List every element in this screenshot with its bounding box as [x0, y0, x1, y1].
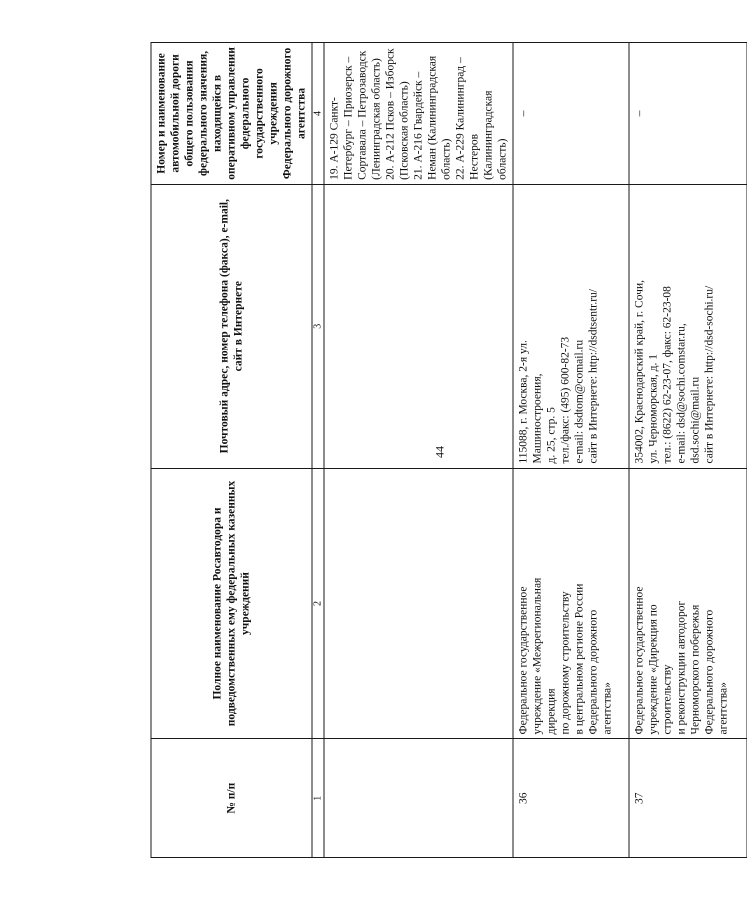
cell-name	[513, 468, 629, 739]
column-numbers-row	[312, 43, 324, 858]
cell-roads	[324, 43, 513, 185]
name-line: по дорожному строительству	[559, 591, 572, 735]
cell-contacts-empty	[324, 184, 513, 468]
column-number: 2	[312, 468, 324, 739]
row-number: 36	[513, 739, 629, 858]
name-line: в центральном регионе России	[573, 583, 586, 735]
contact-line: 354002, Краснодарский край, г. Сочи,	[633, 280, 646, 464]
contact-line: сайт в Интернете: http://dsdtsentr.ru/	[587, 288, 600, 464]
name-line: Федерального дорожного	[587, 609, 600, 735]
column-number: 4	[312, 43, 324, 185]
cell-num-empty	[324, 739, 513, 858]
column-number: 1	[312, 739, 324, 858]
name-line: строительству	[661, 664, 674, 735]
row-number: 37	[629, 739, 747, 858]
cell-contacts	[513, 184, 629, 468]
header-contacts: Почтовый адрес, номер телефона (факса), e-mail, сайт в Интернете	[151, 184, 312, 468]
contact-line: 115088, г. Москва, 2-я ул.	[517, 340, 530, 464]
contact-line: ул. Черноморская, д. 1	[647, 353, 660, 464]
name-line: агентства»	[717, 682, 730, 735]
cell-name	[629, 468, 747, 739]
name-line: учреждение «Межрегиональная	[531, 577, 544, 735]
column-number: 3	[312, 184, 324, 468]
contact-line: сайт в Интернете: http://dsd-sochi.ru/	[703, 285, 716, 464]
road-entry: 22. А-229 Калининград – Нестеров (Калининградская область)	[454, 57, 509, 180]
header-roads: Номер и наименование автомобильной дороги общего пользования федерального значения, находящейся в оперативном управлении федерального государственного учреждения Федерального дорожного агентства	[151, 43, 312, 185]
name-line: Федерального дорожного	[703, 609, 716, 735]
table-row	[629, 43, 747, 858]
contact-line: Машиностроения,	[531, 373, 544, 464]
contact-line: dsd.sochi@mail.ru	[689, 376, 702, 464]
contact-line: д. 25, стр. 5	[545, 407, 558, 464]
cell-contacts	[629, 184, 747, 468]
page-number: 44	[432, 446, 447, 458]
road-entry: 20. А-212 Псков – Изборск (Псковская область)	[384, 48, 411, 180]
name-line: учреждение «Дирекция по	[647, 604, 660, 735]
cell-roads: –	[513, 43, 629, 185]
name-line: агентства»	[601, 682, 614, 735]
name-line: Федеральное государственное	[633, 586, 646, 735]
name-line: дирекция	[545, 688, 558, 735]
contact-line: тел./факс: (495) 600-82-73	[559, 336, 572, 464]
registry-table	[150, 42, 747, 858]
name-line: Черноморского побережья	[689, 604, 702, 735]
header-name: Полное наименование Росавтодора и подведомственных ему федеральных казенных учреждений	[151, 468, 312, 739]
table-row	[513, 43, 629, 858]
header-row	[151, 43, 312, 858]
road-entry: 19. А-129 Санкт-Петербург – Приозерск – Сортавала – Петрозаводск (Ленинградская область)	[328, 50, 383, 180]
table-row-continued	[324, 43, 513, 858]
road-entry: 21. А-216 Гвардейск – Неман (Калининградская область)	[412, 55, 453, 180]
contact-line: тел.: (8622) 62-23-07, факс: 62-23-08	[661, 286, 674, 464]
header-num: № п/п	[151, 739, 312, 858]
contact-line: e-mail: dsdtom@comail.ru	[573, 339, 586, 464]
name-line: и реконструкции автодорог	[675, 600, 688, 735]
cell-roads: –	[629, 43, 747, 185]
contact-line: e-mail: dsd@sochi.comstar.ru,	[675, 323, 688, 464]
name-line: Федеральное государственное	[517, 586, 530, 735]
rotated-table-wrapper	[150, 42, 730, 858]
cell-name-empty	[324, 468, 513, 739]
